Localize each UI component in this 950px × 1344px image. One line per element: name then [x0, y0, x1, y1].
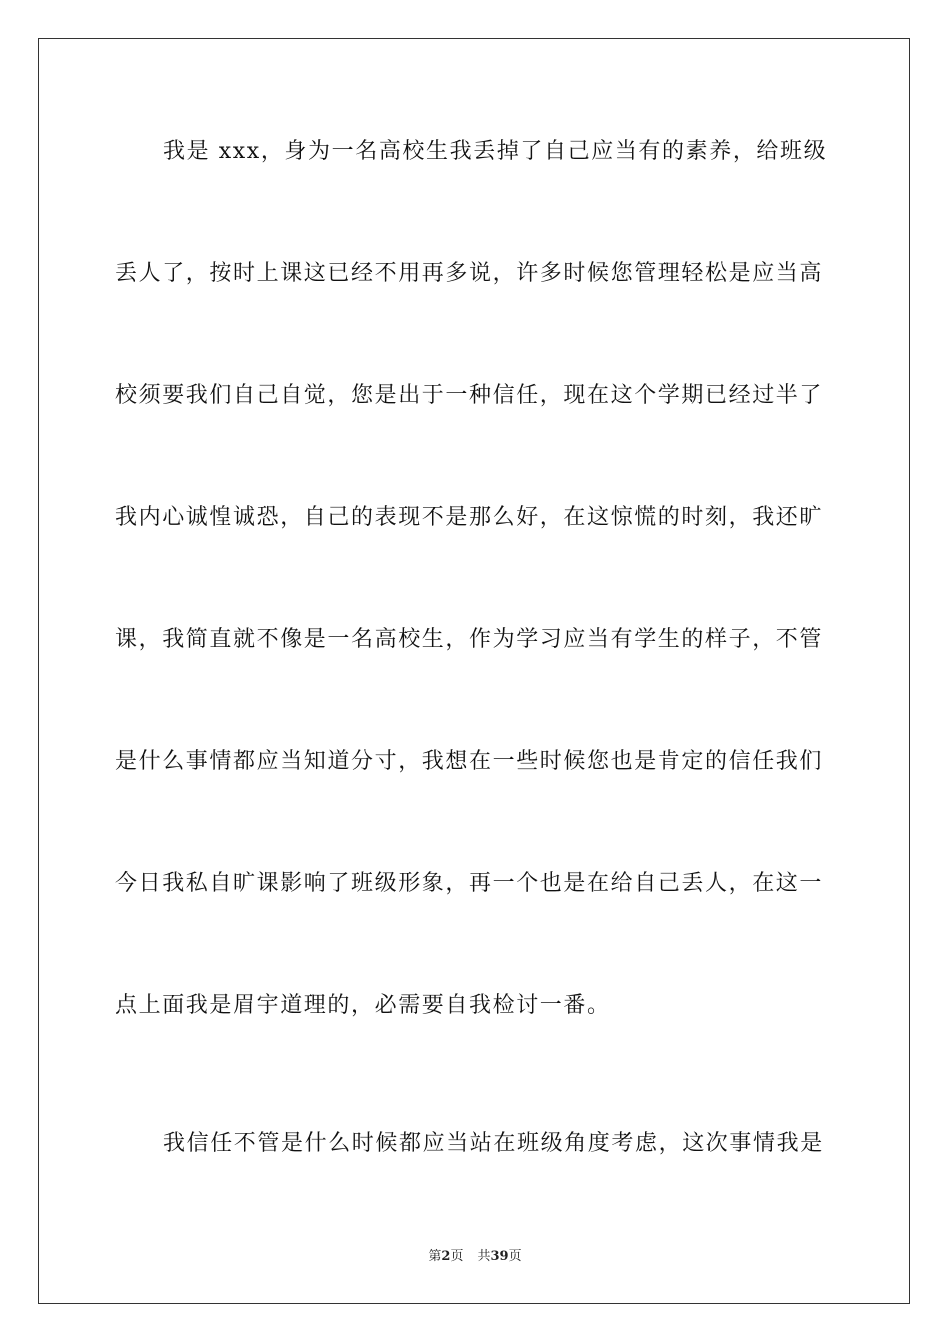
paragraph-line: 我内心诚惶诚恐，自己的表现不是那么好，在这惊慌的时刻，我还旷 — [115, 505, 824, 530]
page-border — [38, 38, 910, 1304]
page-prefix: 第 — [428, 1249, 442, 1264]
paragraph-line: 课，我简直就不像是一名高校生，作为学习应当有学生的样子，不管 — [115, 627, 824, 652]
page-suffix: 页 — [450, 1249, 464, 1264]
page-number: 2 — [441, 1249, 451, 1264]
page-footer — [0, 1248, 950, 1266]
total-suffix: 页 — [508, 1249, 522, 1264]
paragraph-line: 是什么事情都应当知道分寸，我想在一些时候您也是肯定的信任我们 — [115, 749, 824, 774]
paragraph-line: 丢人了，按时上课这已经不用再多说，许多时候您管理轻松是应当高 — [115, 261, 824, 286]
paragraph-line: 我信任不管是什么时候都应当站在班级角度考虑，这次事情我是 — [163, 1131, 824, 1156]
total-pages: 39 — [490, 1249, 509, 1264]
paragraph-line: 校须要我们自己自觉，您是出于一种信任，现在这个学期已经过半了 — [115, 383, 824, 408]
paragraph-line: 今日我私自旷课影响了班级形象，再一个也是在给自己丢人，在这一 — [115, 871, 824, 896]
paragraph-line: 点上面我是眉宇道理的，必需要自我检讨一番。 — [115, 993, 611, 1018]
paragraph-line: 我是 xxx，身为一名高校生我丢掉了自己应当有的素养，给班级 — [163, 139, 828, 164]
total-prefix: 共 — [477, 1249, 491, 1264]
